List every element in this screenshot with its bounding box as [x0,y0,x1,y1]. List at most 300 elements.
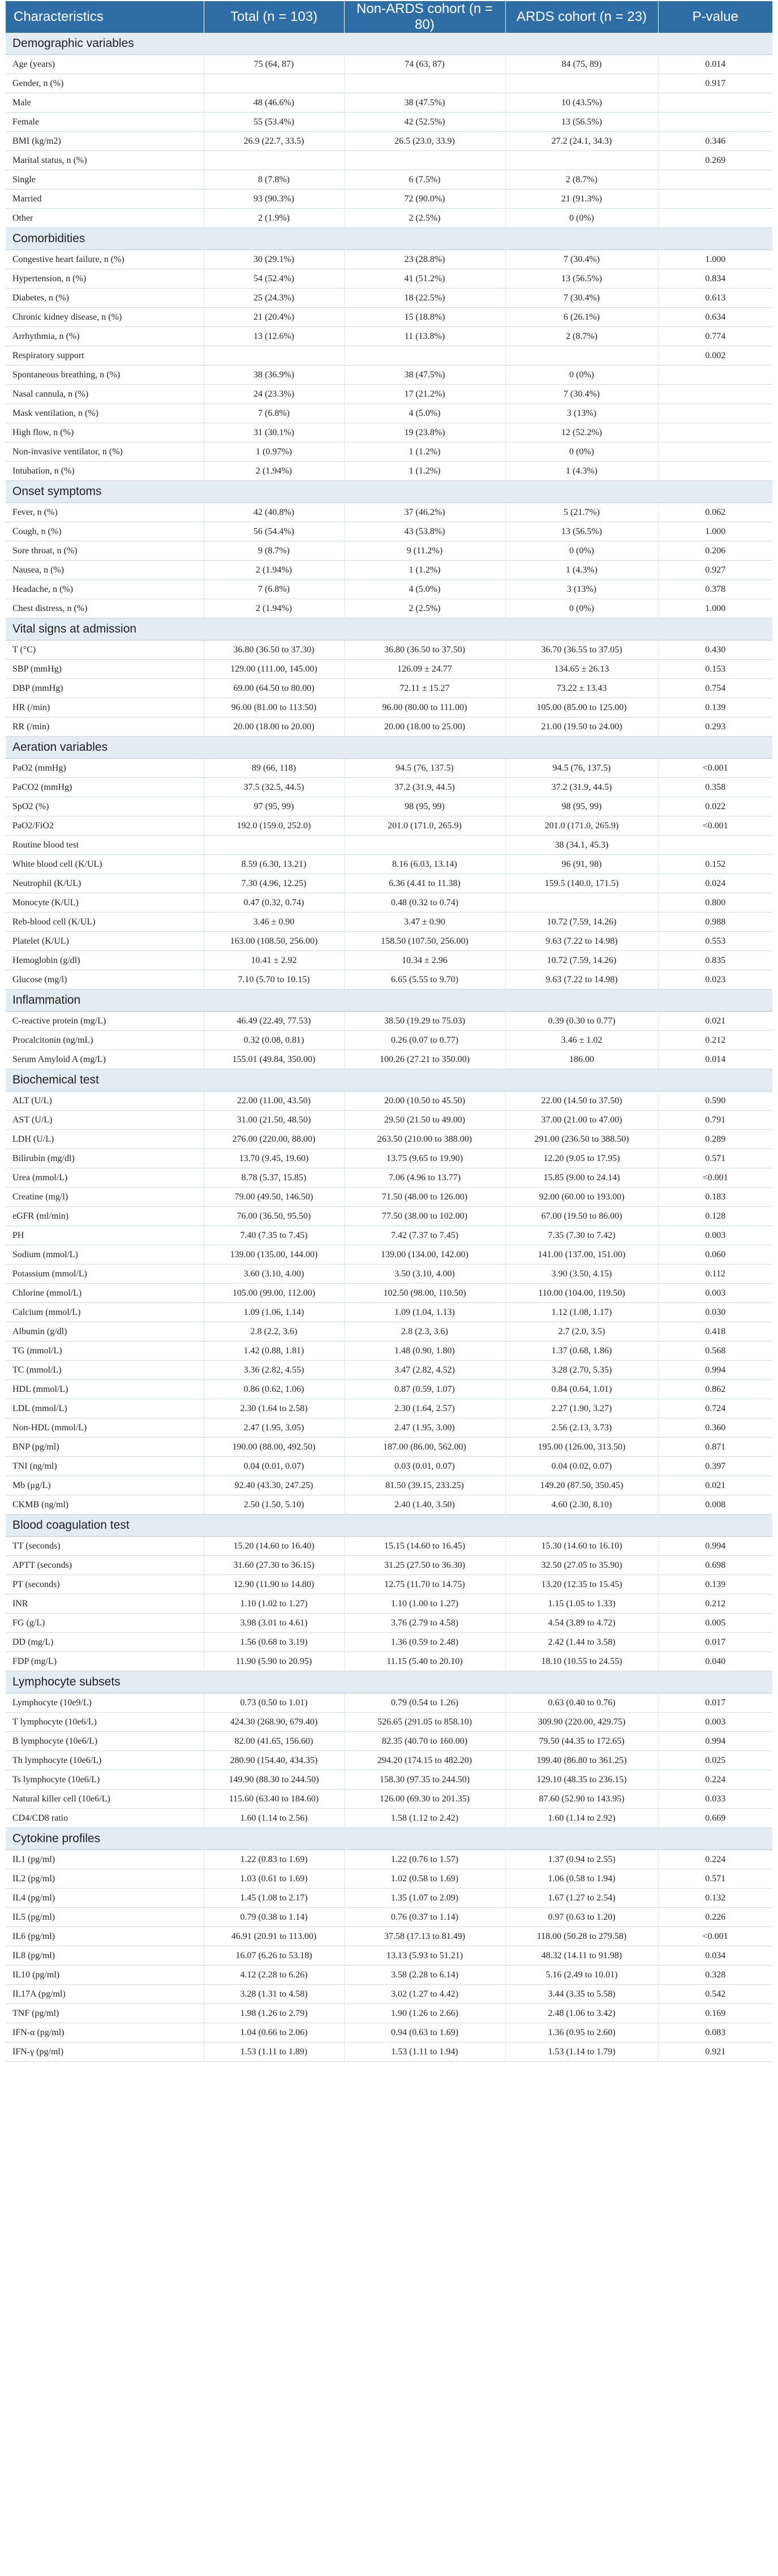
cell-characteristic: Non-HDL (mmol/L) [6,1418,204,1438]
cell-ards: 0 (0%) [505,209,658,228]
cell-characteristic: PaO2/FiO2 [6,816,204,836]
cell-total: 115.60 (63.40 to 184.60) [204,1790,344,1809]
cell-p-value: 0.153 [658,660,772,679]
cell-non-ards: 23 (28.8%) [344,250,505,269]
cell-characteristic: PT (seconds) [6,1575,204,1594]
section-row [6,228,772,250]
table-row [6,1111,772,1130]
cell-ards: 159.5 (140.0, 171.5) [505,874,658,893]
cell-non-ards: 11.15 (5.40 to 20.10) [344,1652,505,1671]
cell-non-ards: 158.50 (107.50, 256.00) [344,932,505,951]
cell-total: 26.9 (22.7, 33.5) [204,132,344,151]
table-row [6,541,772,561]
table-row [6,660,772,679]
cell-total: 1.45 (1.08 to 2.17) [204,1889,344,1908]
cell-non-ards: 9 (11.2%) [344,541,505,561]
cell-non-ards: 1 (1.2%) [344,561,505,580]
cell-ards: 84 (75, 89) [505,55,658,74]
cell-total: 7.40 (7.35 to 7.45) [204,1226,344,1245]
cell-characteristic: Respiratory support [6,346,204,365]
cell-total: 82.00 (41.65, 156.60) [204,1732,344,1751]
cell-non-ards: 1.48 (0.90, 1.80) [344,1341,505,1361]
table-row [6,503,772,522]
cell-non-ards: 72 (90.0%) [344,190,505,209]
cell-ards: 12 (52.2%) [505,423,658,442]
cell-non-ards: 7.42 (7.37 to 7.45) [344,1226,505,1245]
cell-non-ards: 0.48 (0.32 to 0.74) [344,893,505,913]
table-row [6,151,772,170]
cell-characteristic: Chronic kidney disease, n (%) [6,308,204,327]
cell-ards: 21.00 (19.50 to 24.00) [505,717,658,737]
cell-characteristic: Chlorine (mmol/L) [6,1284,204,1303]
cell-characteristic: RR (/min) [6,717,204,737]
cell-characteristic: Female [6,113,204,132]
table-row [6,327,772,346]
cell-ards: 7.35 (7.30 to 7.42) [505,1226,658,1245]
cell-non-ards: 100.26 (27.21 to 350.00) [344,1050,505,1069]
cell-total: 0.86 (0.62, 1.06) [204,1380,344,1399]
table-row [6,93,772,113]
cell-ards: 195.00 (126.00, 313.50) [505,1438,658,1457]
cell-total: 1.42 (0.88, 1.81) [204,1341,344,1361]
cell-p-value: 0.024 [658,874,772,893]
cell-non-ards: 71.50 (48.00 to 126.00) [344,1188,505,1207]
cell-p-value: 0.033 [658,1790,772,1809]
cell-characteristic: IL2 (pg/ml) [6,1869,204,1889]
cell-total: 1.53 (1.11 to 1.89) [204,2042,344,2062]
cell-non-ards: 126.09 ± 24.77 [344,660,505,679]
cell-total: 7 (6.8%) [204,404,344,423]
cell-total: 1.03 (0.61 to 1.69) [204,1869,344,1889]
header-characteristics: Characteristics [6,1,204,33]
cell-p-value: 0.397 [658,1457,772,1476]
cell-p-value: 0.025 [658,1751,772,1770]
cell-non-ards: 0.87 (0.59, 1.07) [344,1380,505,1399]
cell-total: 0.73 (0.50 to 1.01) [204,1693,344,1713]
cell-p-value: 0.005 [658,1614,772,1633]
cell-p-value: 0.835 [658,951,772,970]
table-row [6,1869,772,1889]
cell-characteristic: Marital status, n (%) [6,151,204,170]
cell-non-ards: 0.03 (0.01, 0.07) [344,1457,505,1476]
table-row [6,717,772,737]
table-row [6,1341,772,1361]
cell-total: 2 (1.94%) [204,561,344,580]
cell-p-value: 0.226 [658,1908,772,1927]
table-row [6,1050,772,1069]
cell-p-value: <0.001 [658,816,772,836]
cell-ards: 2.56 (2.13, 3.73) [505,1418,658,1438]
cell-ards: 12.20 (9.05 to 17.95) [505,1149,658,1168]
cell-non-ards: 4 (5.0%) [344,404,505,423]
table-row [6,580,772,599]
cell-non-ards: 20.00 (18.00 to 25.00) [344,717,505,737]
cell-characteristic: IFN-γ (pg/ml) [6,2042,204,2062]
cell-ards [505,893,658,913]
cell-total: 2.8 (2.2, 3.6) [204,1322,344,1341]
cell-characteristic: Cough, n (%) [6,522,204,541]
header-row [6,1,772,33]
cell-characteristic: Diabetes, n (%) [6,289,204,308]
cell-characteristic: ALT (U/L) [6,1091,204,1111]
cell-non-ards: 3.47 ± 0.90 [344,913,505,932]
cell-characteristic: Nausea, n (%) [6,561,204,580]
section-title: Aeration variables [6,737,772,759]
cell-ards: 15.30 (14.60 to 16.10) [505,1537,658,1556]
table-row [6,913,772,932]
cell-total: 16.07 (6.26 to 53.18) [204,1946,344,1966]
cell-ards: 32.50 (27.05 to 35.90) [505,1556,658,1575]
table-row [6,797,772,816]
cell-p-value: 0.021 [658,1012,772,1031]
cell-total [204,151,344,170]
cell-ards: 0.39 (0.30 to 0.77) [505,1012,658,1031]
cell-characteristic: PaCO2 (mmHg) [6,778,204,797]
cell-characteristic: Calcium (mmol/L) [6,1303,204,1322]
cell-total: 38 (36.9%) [204,365,344,385]
table-row [6,522,772,541]
section-title: Cytokine profiles [6,1828,772,1850]
table-row [6,1850,772,1869]
cell-characteristic: Single [6,170,204,190]
table-row [6,1399,772,1418]
cell-ards: 10 (43.5%) [505,93,658,113]
cell-p-value: 0.128 [658,1207,772,1226]
cell-total: 1.56 (0.68 to 3.19) [204,1633,344,1652]
cell-characteristic: White blood cell (K/UL) [6,855,204,874]
cell-characteristic: LDL (mmol/L) [6,1399,204,1418]
cell-characteristic: High flow, n (%) [6,423,204,442]
cell-total: 31 (30.1%) [204,423,344,442]
cell-total: 276.00 (220.00, 88.00) [204,1130,344,1149]
cell-total: 15.20 (14.60 to 16.40) [204,1537,344,1556]
table-row [6,561,772,580]
cell-characteristic: Routine blood test [6,836,204,855]
cell-total [204,346,344,365]
cell-total: 8.78 (5.37, 15.85) [204,1168,344,1188]
cell-characteristic: Creatine (mg/l) [6,1188,204,1207]
cell-total: 0.04 (0.01, 0.07) [204,1457,344,1476]
cell-ards: 2.42 (1.44 to 3.58) [505,1633,658,1652]
cell-p-value: 0.571 [658,1149,772,1168]
table-row [6,1633,772,1652]
cell-ards: 92.00 (60.00 to 193.00) [505,1188,658,1207]
cell-characteristic: DD (mg/L) [6,1633,204,1652]
cell-total: 139.00 (135.00, 144.00) [204,1245,344,1265]
table-row [6,1693,772,1713]
cell-ards: 1.12 (1.08, 1.17) [505,1303,658,1322]
table-row [6,1809,772,1828]
cell-characteristic: Married [6,190,204,209]
cell-characteristic: Reb-blood cell (K/UL) [6,913,204,932]
table-row [6,893,772,913]
cell-p-value: 0.003 [658,1284,772,1303]
table-row [6,1556,772,1575]
cell-characteristic: Platelet (K/UL) [6,932,204,951]
cell-ards: 2.27 (1.90, 3.27) [505,1399,658,1418]
cell-p-value: 0.724 [658,1399,772,1418]
table-row [6,1575,772,1594]
cell-total: 155.01 (49.84, 350.00) [204,1050,344,1069]
cell-non-ards: 3.50 (3.10, 4.00) [344,1265,505,1284]
cell-non-ards: 0.79 (0.54 to 1.26) [344,1693,505,1713]
cell-ards: 98 (95, 99) [505,797,658,816]
cell-non-ards: 263.50 (210.00 to 388.00) [344,1130,505,1149]
table-row [6,250,772,269]
table-row [6,1149,772,1168]
cell-ards: 21 (91.3%) [505,190,658,209]
cell-p-value: 0.183 [658,1188,772,1207]
cell-p-value: 0.293 [658,717,772,737]
cell-ards: 1.15 (1.05 to 1.33) [505,1594,658,1614]
section-row [6,481,772,503]
cell-p-value: 0.542 [658,1985,772,2004]
header-non-ards: Non-ARDS cohort (n = 80) [344,1,505,33]
cell-ards: 3 (13%) [505,580,658,599]
cell-non-ards: 29.50 (21.50 to 49.00) [344,1111,505,1130]
cell-ards: 94.5 (76, 137.5) [505,759,658,778]
cell-ards: 1 (4.3%) [505,462,658,481]
cell-ards: 0 (0%) [505,599,658,618]
cell-ards: 7 (30.4%) [505,289,658,308]
cell-non-ards: 1.02 (0.58 to 1.69) [344,1869,505,1889]
table-row [6,1226,772,1245]
cell-total: 76.00 (36.50, 95.50) [204,1207,344,1226]
cell-p-value: 0.224 [658,1770,772,1790]
table-row [6,74,772,93]
cell-ards: 1.36 (0.95 to 2.60) [505,2023,658,2042]
cell-p-value: 0.003 [658,1226,772,1245]
cell-p-value: 0.871 [658,1438,772,1457]
cell-non-ards: 74 (63, 87) [344,55,505,74]
table-row [6,1380,772,1399]
table-row [6,816,772,836]
table-row [6,346,772,365]
cell-p-value: <0.001 [658,1168,772,1188]
cell-ards: 37.00 (21.00 to 47.00) [505,1111,658,1130]
cell-total: 25 (24.3%) [204,289,344,308]
cell-non-ards: 6 (7.5%) [344,170,505,190]
cell-total [204,836,344,855]
cell-ards: 87.60 (52.90 to 143.95) [505,1790,658,1809]
cell-ards: 199.40 (86.80 to 361.25) [505,1751,658,1770]
cell-ards: 141.00 (137.00, 151.00) [505,1245,658,1265]
cell-p-value: 0.994 [658,1537,772,1556]
table-row [6,442,772,462]
section-title: Vital signs at admission [6,618,772,640]
cell-non-ards: 201.0 (171.0, 265.9) [344,816,505,836]
table-row [6,698,772,717]
cell-characteristic: FDP (mg/L) [6,1652,204,1671]
cell-non-ards: 11 (13.8%) [344,327,505,346]
cell-ards: 67.00 (19.50 to 86.00) [505,1207,658,1226]
table-row [6,1476,772,1495]
cell-ards: 48.32 (14.11 to 91.98) [505,1946,658,1966]
cell-total: 190.00 (88.00, 492.50) [204,1438,344,1457]
cell-total: 31.60 (27.30 to 36.15) [204,1556,344,1575]
cell-p-value: 0.014 [658,55,772,74]
cell-characteristic: T (°C) [6,640,204,660]
cell-characteristic: Th lymphocyte (10e6/L) [6,1751,204,1770]
cell-p-value: 0.030 [658,1303,772,1322]
cell-characteristic: TC (mmol/L) [6,1361,204,1380]
cell-characteristic: Sodium (mmol/L) [6,1245,204,1265]
cell-ards: 5.16 (2.49 to 10.01) [505,1966,658,1985]
characteristics-table [6,1,772,2062]
cell-ards: 9.63 (7.22 to 14.98) [505,970,658,990]
cell-non-ards: 81.50 (39.15, 233.25) [344,1476,505,1495]
cell-p-value [658,423,772,442]
cell-p-value [658,190,772,209]
cell-characteristic: PaO2 (mmHg) [6,759,204,778]
cell-p-value: 0.568 [658,1341,772,1361]
cell-characteristic: IL8 (pg/ml) [6,1946,204,1966]
cell-ards: 105.00 (85.00 to 125.00) [505,698,658,717]
cell-characteristic: IL10 (pg/ml) [6,1966,204,1985]
cell-non-ards: 1.36 (0.59 to 2.48) [344,1633,505,1652]
table-row [6,970,772,990]
cell-characteristic: Gender, n (%) [6,74,204,93]
cell-p-value: 0.669 [658,1809,772,1828]
cell-characteristic: C-reactive protein (mg/L) [6,1012,204,1031]
section-row [6,618,772,640]
table-row [6,1652,772,1671]
table-row [6,1946,772,1966]
cell-ards: 7 (30.4%) [505,385,658,404]
table-row [6,2004,772,2023]
cell-total: 75 (64, 87) [204,55,344,74]
table-row [6,1966,772,1985]
table-header [6,1,772,33]
section-row [6,737,772,759]
cell-non-ards: 3.47 (2.82, 4.52) [344,1361,505,1380]
table-row [6,462,772,481]
cell-p-value: 0.083 [658,2023,772,2042]
cell-non-ards: 3.02 (1.27 to 4.42) [344,1985,505,2004]
table-row [6,599,772,618]
cell-characteristic: IL4 (pg/ml) [6,1889,204,1908]
table-row [6,308,772,327]
cell-characteristic: Hypertension, n (%) [6,269,204,289]
cell-non-ards: 3.58 (2.28 to 6.14) [344,1966,505,1985]
cell-p-value [658,209,772,228]
cell-total: 79.00 (49.50, 146.50) [204,1188,344,1207]
cell-non-ards: 1 (1.2%) [344,442,505,462]
cell-non-ards: 15.15 (14.60 to 16.45) [344,1537,505,1556]
cell-total: 48 (46.6%) [204,93,344,113]
cell-non-ards: 1 (1.2%) [344,462,505,481]
cell-non-ards: 37.2 (31.9, 44.5) [344,778,505,797]
cell-non-ards: 43 (53.8%) [344,522,505,541]
cell-characteristic: Potassium (mmol/L) [6,1265,204,1284]
cell-characteristic: Serum Amyloid A (mg/L) [6,1050,204,1069]
header-p-value: P-value [658,1,772,33]
table-row [6,289,772,308]
section-title: Lymphocyte subsets [6,1671,772,1693]
cell-characteristic: IL17A (pg/ml) [6,1985,204,2004]
cell-ards: 2 (8.7%) [505,170,658,190]
cell-non-ards: 8.16 (6.03, 13.14) [344,855,505,874]
table-row [6,132,772,151]
cell-non-ards [344,151,505,170]
cell-ards: 149.20 (87.50, 350.45) [505,1476,658,1495]
table-row [6,1985,772,2004]
cell-p-value: 0.060 [658,1245,772,1265]
cell-characteristic: TG (mmol/L) [6,1341,204,1361]
cell-ards: 27.2 (24.1, 34.3) [505,132,658,151]
section-title: Blood coagulation test [6,1515,772,1537]
cell-total: 93 (90.3%) [204,190,344,209]
cell-total: 37.5 (32.5, 44.5) [204,778,344,797]
cell-non-ards: 102.50 (98.00, 110.50) [344,1284,505,1303]
table-row [6,2023,772,2042]
cell-total: 2 (1.94%) [204,599,344,618]
section-title: Biochemical test [6,1069,772,1091]
table-row [6,1927,772,1946]
table-row [6,1168,772,1188]
cell-p-value: 0.017 [658,1693,772,1713]
cell-total: 54 (52.4%) [204,269,344,289]
table-row [6,170,772,190]
cell-p-value: 0.917 [658,74,772,93]
cell-non-ards: 7.06 (4.96 to 13.77) [344,1168,505,1188]
cell-p-value: 0.634 [658,308,772,327]
cell-ards: 6 (26.1%) [505,308,658,327]
cell-ards: 291.00 (236.50 to 388.50) [505,1130,658,1149]
cell-p-value: 0.698 [658,1556,772,1575]
cell-ards: 73.22 ± 13.43 [505,679,658,698]
cell-total: 97 (95, 99) [204,797,344,816]
cell-total: 4.12 (2.28 to 6.26) [204,1966,344,1985]
cell-characteristic: IL5 (pg/ml) [6,1908,204,1927]
table-row [6,932,772,951]
table-row [6,113,772,132]
cell-p-value: 0.754 [658,679,772,698]
cell-total: 1.98 (1.26 to 2.79) [204,2004,344,2023]
cell-total: 13.70 (9.45, 19.60) [204,1149,344,1168]
cell-total: 9 (8.7%) [204,541,344,561]
cell-characteristic: Headache, n (%) [6,580,204,599]
cell-p-value [658,365,772,385]
cell-p-value: 0.988 [658,913,772,932]
cell-non-ards: 38.50 (19.29 to 75.03) [344,1012,505,1031]
cell-total: 0.79 (0.38 to 1.14) [204,1908,344,1927]
cell-total: 2.47 (1.95, 3.05) [204,1418,344,1438]
table-row [6,1361,772,1380]
cell-p-value: 0.590 [658,1091,772,1111]
table-row [6,1908,772,1927]
cell-ards: 129.10 (48.35 to 236.15) [505,1770,658,1790]
cell-non-ards: 1.10 (1.00 to 1.27) [344,1594,505,1614]
cell-ards: 2.48 (1.06 to 3.42) [505,2004,658,2023]
cell-ards: 1.37 (0.68, 1.86) [505,1341,658,1361]
table-row [6,640,772,660]
cell-ards: 38 (34.1, 45.3) [505,836,658,855]
cell-ards: 3 (13%) [505,404,658,423]
cell-non-ards: 1.22 (0.76 to 1.57) [344,1850,505,1869]
cell-total: 24 (23.3%) [204,385,344,404]
table-row [6,55,772,74]
cell-characteristic: TNF (pg/ml) [6,2004,204,2023]
cell-total: 69.00 (64.50 to 80.00) [204,679,344,698]
cell-characteristic: CKMB (ng/ml) [6,1495,204,1515]
cell-characteristic: Urea (mmol/L) [6,1168,204,1188]
cell-p-value [658,836,772,855]
cell-ards: 1.67 (1.27 to 2.54) [505,1889,658,1908]
cell-ards: 0.04 (0.02, 0.07) [505,1457,658,1476]
cell-ards [505,346,658,365]
cell-ards: 4.54 (3.89 to 4.72) [505,1614,658,1633]
